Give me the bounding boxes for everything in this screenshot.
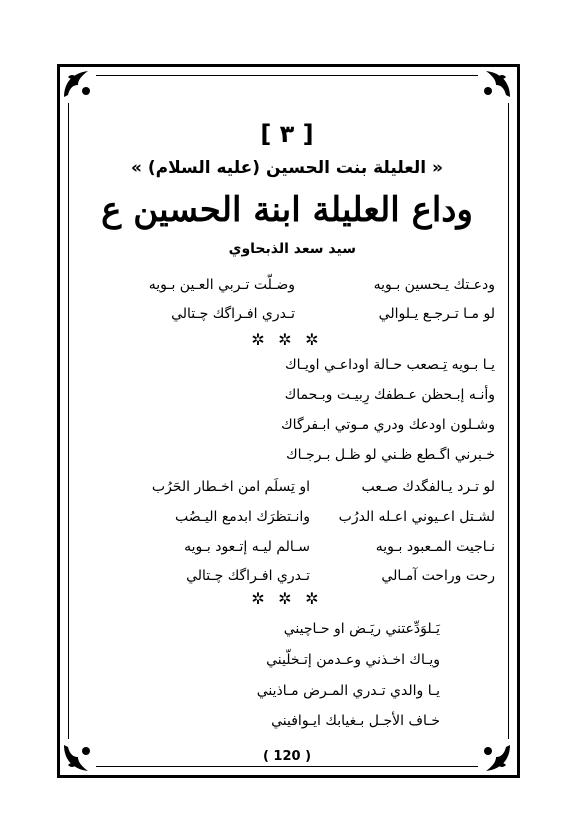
verse-line: يـا بـويه تِـصعب حـالة اوداعـي اويـاك xyxy=(285,357,495,373)
verse-right: رحت وراحت آمـالي xyxy=(381,568,495,584)
verse-left: تـدري افـراگك چـتالي xyxy=(171,306,295,322)
verse-left: وضـلّت تـربي العـين بـويه xyxy=(148,277,295,293)
verse-line: ويـاك اخـذني وعـدمن إتـخلّيني xyxy=(266,652,440,668)
separator-stars: ✲ ✲ ✲ xyxy=(251,589,323,608)
verse-line: يَـلوَدِّعتني ريَـض او حـاچيني xyxy=(283,621,440,637)
verse-line: يـا والدي تـدري المـرض مـاذيني xyxy=(256,683,440,699)
verse-line: وأنـه إبـحظن عـطفك رِبيـت وبـحماك xyxy=(284,387,495,403)
verse-line: خـاف الأجـل بـغيابك ايـوافيني xyxy=(271,713,440,729)
verse-left: تـدري افـراگك چـتالي xyxy=(186,568,310,584)
page-number: ( 120 ) xyxy=(262,749,312,764)
verse-left: او تِسلَم امن اخـطار الحَرُب xyxy=(151,479,310,495)
verse-right: ودعـتك يـحسين بـويه xyxy=(373,277,495,293)
verse-line: خـبرني اگـطع ظـني لو ظـل بـرجـاك xyxy=(286,447,495,463)
verse-right: لو تـرد يـالفگدك صـعب xyxy=(361,479,495,495)
separator-stars: ✲ ✲ ✲ xyxy=(251,330,323,349)
verse-line: وشـلون اودعك ودري مـوتي ابـفرگاك xyxy=(281,417,495,433)
verse-right: لو مـا تـرجـع يـلوالي xyxy=(378,306,495,322)
author-name: سيد سعد الذبحاوي xyxy=(228,241,356,257)
verse-left: سـالم ليـه إتـعود بـويه xyxy=(184,539,310,555)
corner-ornament-top-right xyxy=(478,67,514,103)
calligraphic-title: وداع العليلة ابنة الحسين ع xyxy=(101,190,473,230)
corner-ornament-top-left xyxy=(60,67,96,103)
chapter-number: [ ٣ ] xyxy=(260,120,314,148)
poem-subtitle: « العليلة بنت الحسين (عليه السلام) » xyxy=(131,158,443,178)
verse-right: لشـتل اعـيوني اعـله الدرُب xyxy=(338,509,495,525)
verse-right: نـاجيت المـعبود بـويه xyxy=(375,539,495,555)
verse-left: وانـتظرَك ابدمع اليـصُب xyxy=(175,509,310,525)
